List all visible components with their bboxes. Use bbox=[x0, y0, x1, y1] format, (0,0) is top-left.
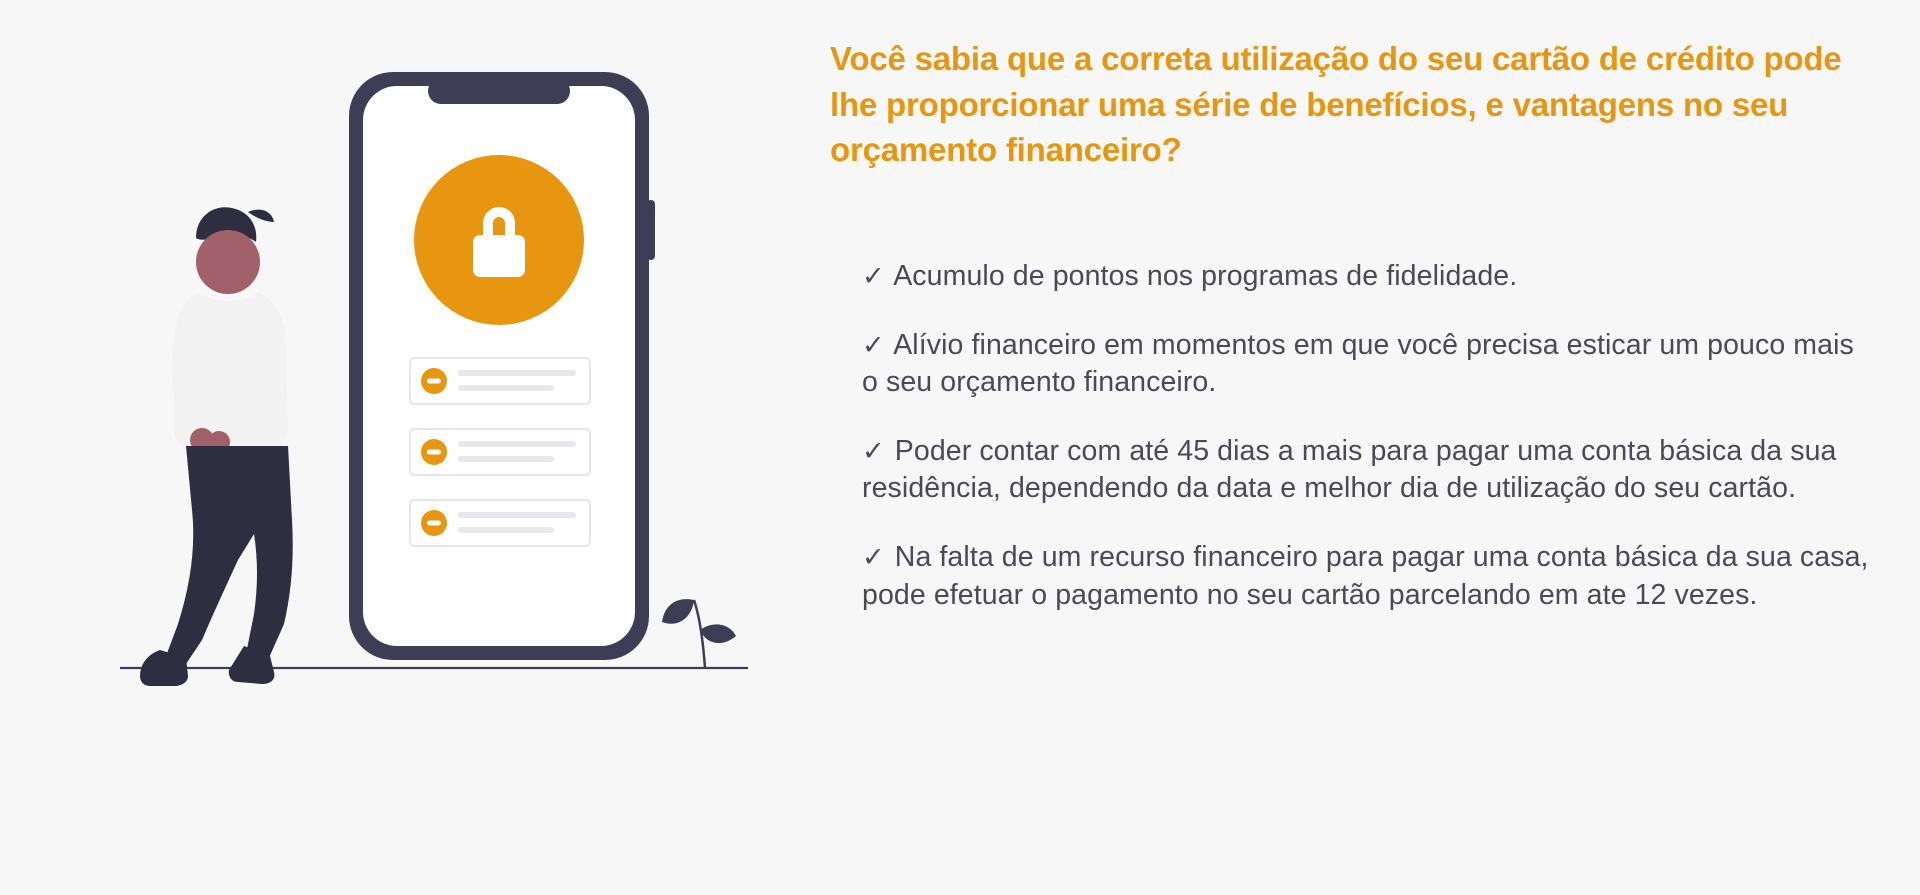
check-icon: ✓ bbox=[862, 261, 885, 291]
person-with-smartphone-security-illustration bbox=[0, 0, 820, 890]
check-icon: ✓ bbox=[862, 329, 885, 360]
benefit-text: Poder contar com até 45 dias a mais para pagar uma conta básica da sua residência, dependendo da data e melhor dia de utilização do seu cartão. bbox=[862, 434, 1837, 505]
list-item-line bbox=[458, 527, 554, 533]
list-item-line bbox=[458, 370, 576, 376]
benefit-item bbox=[862, 258, 1872, 296]
list-item-line bbox=[458, 441, 576, 447]
benefit-text: Na falta de um recurso financeiro para pagar uma conta básica da sua casa, pode efetuar o pagamento no seu cartão parcelando em ate 12 vezes. bbox=[862, 541, 1869, 611]
walking-person-figure bbox=[140, 207, 293, 686]
phone-side-button bbox=[647, 200, 655, 260]
benefit-item bbox=[862, 433, 1872, 508]
minus-circle-icon-bar bbox=[427, 521, 441, 526]
phone-list-rows bbox=[410, 358, 590, 546]
benefits-list bbox=[862, 258, 1872, 614]
benefit-item bbox=[862, 539, 1872, 614]
page-title: Você sabia que a correta utilização do seu cartão de crédito pode lhe proporcionar uma série de benefícios, e vantagens no seu orçamento financeiro? bbox=[830, 40, 1842, 169]
illustration-area bbox=[0, 0, 820, 890]
minus-circle-icon-bar bbox=[427, 379, 441, 384]
check-icon: ✓ bbox=[862, 435, 885, 466]
content-area bbox=[820, 0, 1920, 890]
benefit-text: Acumulo de pontos nos programas de fidelidade. bbox=[893, 260, 1518, 292]
benefit-item bbox=[862, 327, 1872, 402]
smartphone-graphic bbox=[349, 72, 655, 660]
list-item-line bbox=[458, 512, 576, 518]
phone-notch bbox=[428, 78, 570, 104]
benefit-text: Alívio financeiro em momentos em que você precisa esticar um pouco mais o seu orçamento financeiro. bbox=[862, 328, 1854, 399]
minus-circle-icon-bar bbox=[427, 450, 441, 455]
list-item-line bbox=[458, 385, 554, 391]
small-plant-decoration bbox=[662, 599, 736, 668]
list-item-line bbox=[458, 456, 554, 462]
check-icon: ✓ bbox=[862, 542, 885, 573]
